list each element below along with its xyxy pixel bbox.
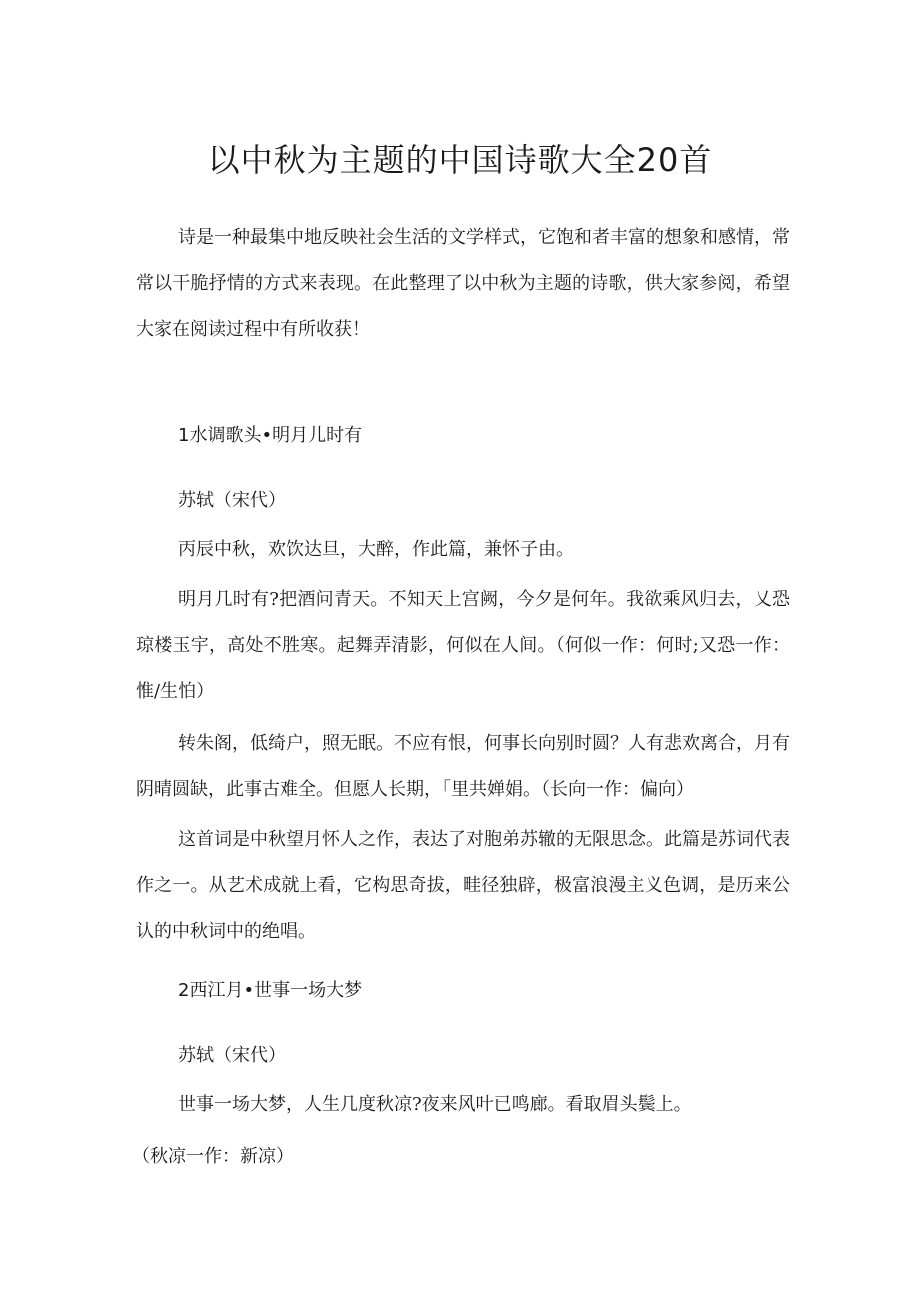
poem-2-line-1: 世事一场大梦，人生几度秋凉?夜来风叶已鸣廊。看取眉头鬓上。: [178, 1094, 692, 1115]
poem-1-heading: 1水调歌头•明月儿时有: [178, 425, 363, 446]
page-title: 以中秋为主题的中国诗歌大全20首: [207, 141, 713, 179]
intro-paragraph: 诗是一种最集中地反映社会生活的文学样式，它饱和者丰富的想象和感情，常常以干脆抒情的方式来表现。在此整理了以中秋为主题的诗歌，供大家参阅，希望大家在阅读过程中有所收获！: [136, 227, 790, 340]
poem-1-preface: 丙辰中秋，欢饮达旦，大醉，作此篇，兼怀子由。: [178, 539, 574, 560]
poem-1-stanza-1: 明月几时有?把酒问青天。不知天上宫阙，今夕是何年。我欲乘风归去，乂恐琼楼玉宇，高处不胜寒。起舞弄清影，何似在人间。（何似一作：何时;又恐一作：惟/生怕）: [136, 589, 790, 702]
poem-1-stanza-2: 转朱阁，低绮户，照无眠。不应有恨，何事长向别时圆？人有悲欢离合，月有阴晴圆缺，此事古难全。但愿人长期，「里共婵娟。（长向一作：偏向）: [136, 733, 790, 800]
poem-2-heading: 2西江月•世事一场大梦: [178, 980, 363, 1001]
poem-2-note: （秋凉一作：新凉）: [132, 1146, 294, 1167]
poem-1-author: 苏轼（宋代）: [178, 490, 286, 511]
poem-1-commentary: 这首词是中秋望月怀人之作，表达了对胞弟苏辙的无限思念。此篇是苏词代表作之一。从艺术成就上看，它构思奇拔，畦径独辟，极富浪漫主义色调，是历来公认的中秋词中的绝唱。: [136, 829, 790, 942]
poem-2-author: 苏轼（宋代）: [178, 1045, 286, 1066]
